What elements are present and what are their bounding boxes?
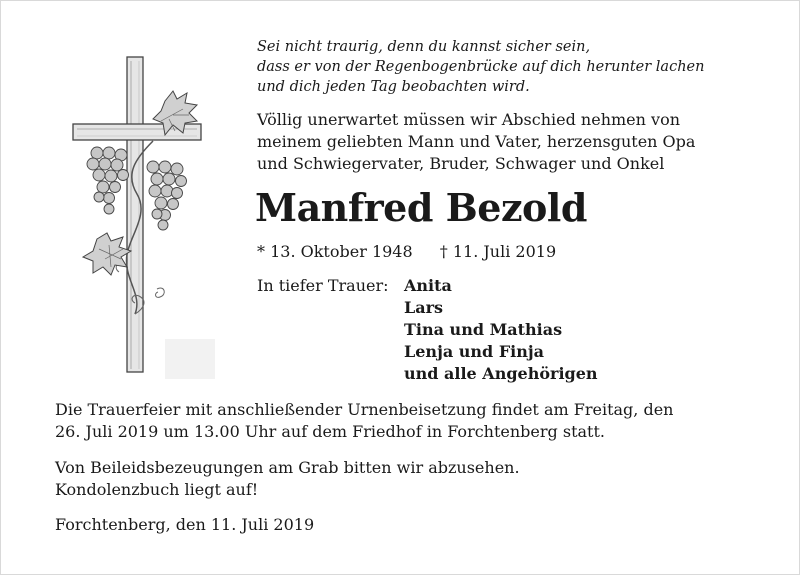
mourner-name: Lenja und Finja bbox=[404, 342, 545, 361]
condolence-line: Kondolenzbuch liegt auf! bbox=[55, 480, 259, 499]
mourner-name: Anita bbox=[404, 276, 452, 295]
intro-text bbox=[257, 109, 777, 175]
intro-line: Völlig unerwartet müssen wir Abschied nehmen von bbox=[257, 110, 680, 129]
mourners-list bbox=[404, 275, 598, 385]
poem-line: und dich jeden Tag beobachten wird. bbox=[257, 79, 530, 95]
condolence-note bbox=[55, 457, 775, 501]
grape-cluster-right bbox=[147, 161, 187, 230]
poem-line: dass er von der Regenbogenbrücke auf dich herunter lachen bbox=[257, 59, 705, 75]
funeral-line: Die Trauerfeier mit anschließender Urnenbeisetzung findet am Freitag, den bbox=[55, 400, 674, 419]
place-and-date: Forchtenberg, den 11. Juli 2019 bbox=[55, 515, 315, 534]
death-date: † 11. Juli 2019 bbox=[439, 242, 557, 261]
poem-line: Sei nicht traurig, denn du kannst sicher sein, bbox=[257, 39, 591, 55]
cross-with-grapevine-icon bbox=[65, 49, 225, 384]
condolence-line: Von Beileidsbezeugungen am Grab bitten wir abzusehen. bbox=[55, 458, 520, 477]
funeral-line: 26. Juli 2019 um 13.00 Uhr auf dem Friedhof in Forchtenberg statt. bbox=[55, 422, 605, 441]
life-dates bbox=[257, 241, 556, 263]
mourner-name: und alle Angehörigen bbox=[404, 364, 598, 383]
mourner-name: Tina und Mathias bbox=[404, 320, 563, 339]
deceased-name: Manfred Bezold bbox=[255, 185, 587, 230]
intro-line: meinem geliebten Mann und Vater, herzensguten Opa bbox=[257, 132, 696, 151]
poem bbox=[257, 37, 777, 97]
grape-cluster-left bbox=[87, 147, 129, 214]
funeral-info bbox=[55, 399, 775, 443]
intro-line: und Schwiegervater, Bruder, Schwager und Onkel bbox=[257, 154, 665, 173]
mourner-name: Lars bbox=[404, 298, 444, 317]
mourning-label: In tiefer Trauer: bbox=[257, 276, 389, 295]
birth-date: * 13. Oktober 1948 bbox=[257, 242, 413, 261]
